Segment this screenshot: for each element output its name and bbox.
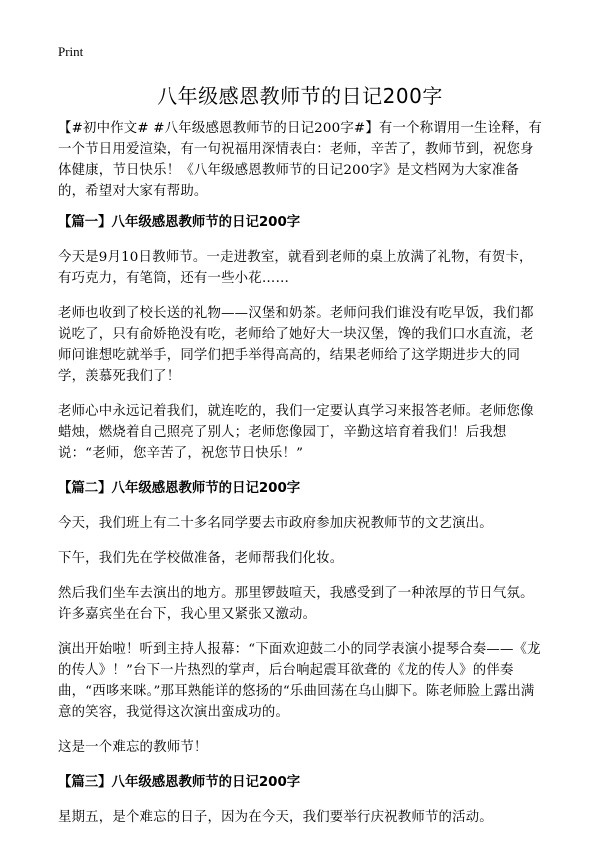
section-heading-3: 【篇三】八年级感恩教师节的日记200字	[58, 775, 301, 790]
section-heading-1: 【篇一】八年级感恩教师节的日记200字	[58, 215, 301, 230]
section-heading-2: 【篇二】八年级感恩教师节的日记200字	[58, 481, 301, 496]
paragraph: 这是一个难忘的教师节！	[58, 740, 208, 755]
paragraph: 今天，我们班上有二十多名同学要去市政府参加庆祝教师节的文艺演出。	[58, 516, 493, 531]
paragraph: 老师也收到了校长送的礼物——汉堡和奶茶。老师问我们谁没有吃早饭，我们都说吃了，只有俞娇艳没有吃，老师给了她好大一块汉堡，馋的我们口水直流，老师问谁想吃就举手，同学们把手举得高高的，结果老师给了这学期进步大的同学，羡慕死我们了！	[58, 306, 534, 384]
page-title: 八年级感恩教师节的日记200字	[157, 84, 443, 108]
intro-paragraph: 【#初中作文# #八年级感恩教师节的日记200字#】有一个称谓用一生诠释，有一个节日用爱渲染，有一句祝福用深情表白：老师，辛苦了，教师节到，祝您身体健康，节日快乐！《八年级感恩教师节的日记200字》是文档网为大家准备的，希望对大家有帮助。	[58, 121, 543, 199]
paragraph: 星期五，是个难忘的日子，因为在今天，我们要举行庆祝教师节的活动。	[58, 810, 493, 825]
paragraph: 老师心中永远记着我们，就连吃的，我们一定要认真学习来报答老师。老师您像蜡烛，燃烧着自己照亮了别人；老师您像园丁，辛勤这培育着我们！后我想说：“老师，您辛苦了，祝您节日快乐！”	[58, 404, 534, 461]
print-link[interactable]: Print	[58, 44, 84, 59]
paragraph: 下午，我们先在学校做准备，老师帮我们化妆。	[58, 551, 344, 566]
paragraph: 演出开始啦！听到主持人报幕：“下面欢迎鼓二小的同学表演小提琴合奏——《龙的传人》！”台下一片热烈的掌声，后台响起震耳欲聋的《龙的传人》的伴奏曲，“西哆来咪。”那耳熟能详的悠扬的“乐曲回荡在乌山脚下。陈老师脸上露出满意的笑容，我觉得这次演出蛮成功的。	[58, 642, 541, 720]
paragraph: 今天是9月10日教师节。一走进教室，就看到老师的桌上放满了礼物，有贺卡，有巧克力，有笔筒，还有一些小花……	[58, 250, 533, 286]
paragraph: 然后我们坐车去演出的地方。那里锣鼓喧天，我感受到了一种浓厚的节日气氛。许多嘉宾坐在台下，我心里又紧张又激动。	[58, 586, 534, 622]
article-body	[58, 118, 546, 842]
